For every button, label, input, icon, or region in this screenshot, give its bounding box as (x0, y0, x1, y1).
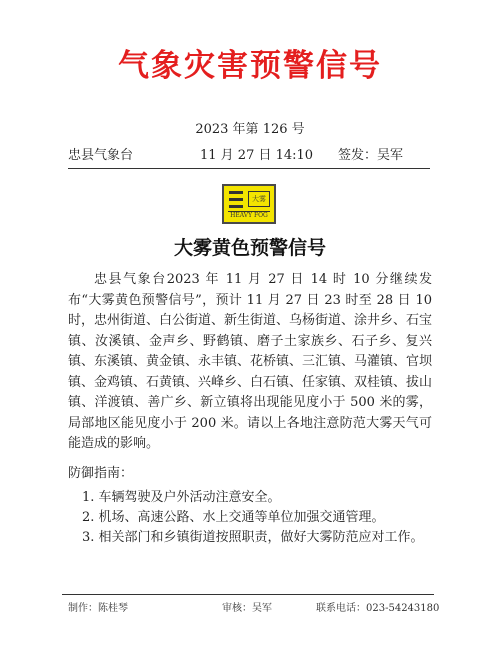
signer: 签发：吴军 (338, 148, 404, 163)
footer-contact: 联系电话：023-54243180 (316, 603, 440, 614)
defense-item: 1. 车辆驾驶及户外活动注意安全。 (82, 490, 281, 505)
document-number: 2023 年第 126 号 (195, 122, 305, 137)
footer-divider (62, 594, 434, 595)
footer-maker: 制作：陈桂琴 (68, 603, 128, 614)
defense-heading: 防御指南： (68, 466, 134, 481)
warning-body-text: 忠县气象台2023 年 11 月 27 日 14 时 10 分继续发布“大雾黄色预警信号”，预计 11 月 27 日 23 时至 28 日 10 时，忠州街道、白公街道、新生街道、乌杨街道、涂井乡、石宝镇、汝溪镇、金声乡、野鹤镇、磨子土家族乡、石子乡、复兴镇、东溪镇、黄金镇、永丰镇、花桥镇、三汇镇、马灌镇、官坝镇、金鸡镇、石黄镇、兴峰乡、白石镇、任家镇、双桂镇、拔山镇、洋渡镇、善广乡、新立镇将出现能见度小于 500 米的雾，局部地区能见度小于 200 米。请以上各地注意防范大雾天气可能造成的影响。 (68, 272, 433, 451)
header-divider (68, 168, 430, 169)
issue-time: 11 月 27 日 14:10 (200, 148, 314, 163)
fog-yellow-signal-icon (222, 184, 276, 224)
signal-icon-tag: 大雾 (248, 191, 270, 207)
defense-list (82, 488, 424, 548)
signal-icon-caption: HEAVY FOG (228, 211, 270, 219)
main-title: 气象灾害预警信号 (118, 48, 382, 84)
issuer: 忠县气象台 (68, 148, 134, 163)
defense-item: 3. 相关部门和乡镇街道按照职责，做好大雾防范应对工作。 (82, 530, 424, 545)
signal-title: 大雾黄色预警信号 (173, 237, 326, 259)
footer-reviewer: 审核：吴军 (222, 603, 272, 614)
defense-item: 2. 机场、高速公路、水上交通等单位加强交通管理。 (82, 510, 385, 525)
fog-bars-icon (229, 191, 243, 212)
